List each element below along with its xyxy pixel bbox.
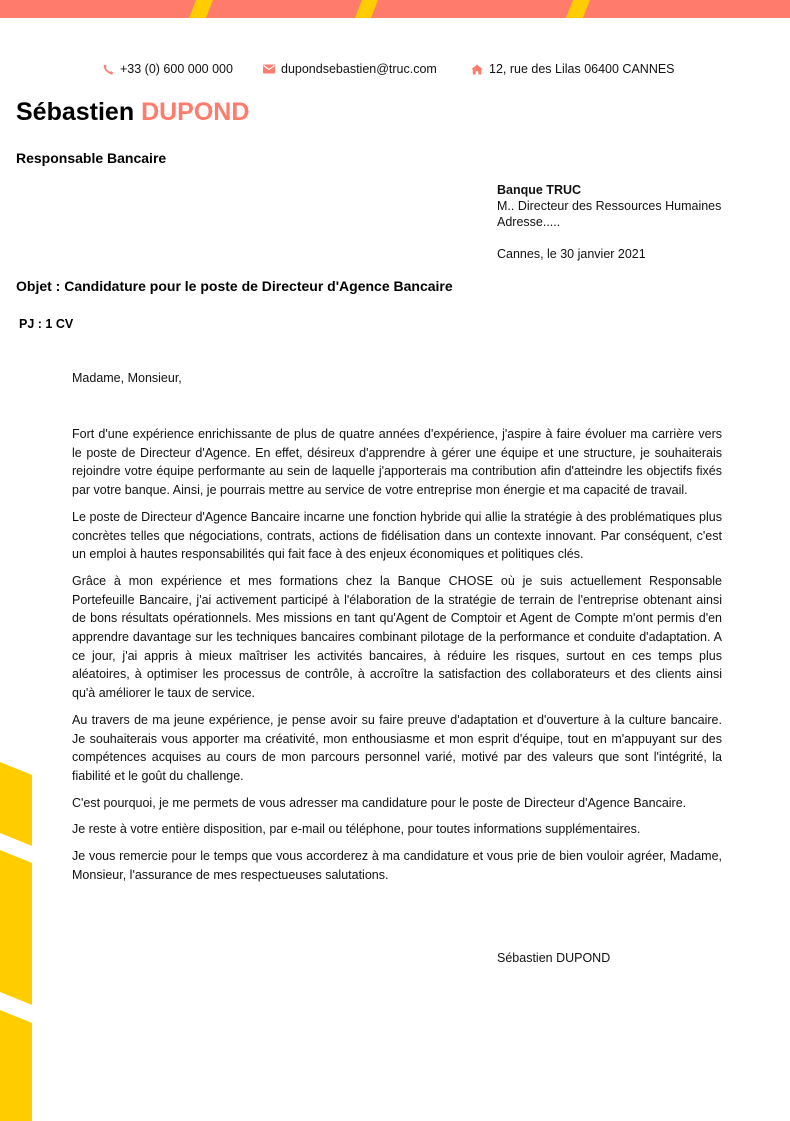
yellow-stripe — [566, 0, 590, 18]
letter-salutation: Madame, Monsieur, — [72, 371, 182, 385]
phone-number: +33 (0) 600 000 000 — [120, 62, 233, 76]
recipient-company: Banque TRUC — [497, 183, 582, 197]
body-paragraph: Au travers de ma jeune expérience, je pense avoir su faire preuve d'adaptation et d'ouverture à la culture bancaire. Je souhaiterais vous apporter ma créativité, mon enthousiasme et mon esprit d'équipe, tout en m'appuyant sur des compétences acquises au cours de mon parcours personnel varié, motivé par des valeurs que sont l'intégrité, la fiabilité et le goût du challenge. — [72, 712, 722, 783]
letter-subject: Objet : Candidature pour le poste de Directeur d'Agence Bancaire — [16, 278, 453, 294]
body-paragraph: Je reste à votre entière disposition, par e-mail ou téléphone, pour toutes informations supplémentaires. — [72, 822, 641, 837]
yellow-stripe — [189, 0, 213, 18]
recipient-contact: M.. Directeur des Ressources Humaines — [497, 199, 722, 213]
yellow-segment — [0, 850, 32, 1005]
top-decorative-band — [0, 0, 790, 18]
contact-address — [471, 61, 675, 77]
phone-icon — [103, 64, 114, 75]
applicant-name — [16, 96, 249, 128]
letter-attachment: PJ : 1 CV — [19, 317, 74, 331]
left-decorative-band — [0, 0, 40, 1121]
contact-bar — [0, 61, 790, 77]
contact-email[interactable] — [263, 61, 437, 77]
envelope-icon — [263, 64, 275, 74]
yellow-segment — [0, 1010, 32, 1121]
last-name: DUPOND — [141, 98, 250, 126]
home-icon — [471, 64, 483, 75]
top-band-stripes — [0, 0, 790, 18]
postal-address: 12, rue des Lilas 06400 CANNES — [489, 62, 675, 76]
yellow-segment — [0, 762, 32, 846]
body-paragraph: Le poste de Directeur d'Agence Bancaire incarne une fonction hybride qui allie la stratégie à des problématiques plus concrètes telles que négociations, contrats, actions de fidélisation dans un contexte innovant. Par conséquent, c'est un emploi à hautes responsabilités qui fait face à des enjeux économiques et politiques clés. — [72, 509, 722, 562]
body-paragraph: Grâce à mon expérience et mes formations chez la Banque CHOSE où je suis actuellement Responsable Portefeuille Bancaire, j'ai activement participé à l'élaboration de la stratégie de terrain de l'entreprise obtenant ainsi de bons résultats opérationnels. Mes missions en tant qu'Agent de Comptoir et Agent de Compte m'ont permis d'en apprendre davantage sur les techniques bancaires combinant pilotage de la performance et conduite d'adaptation. A ce jour, j'ai appris à mieux maîtriser les activités bancaires, à réduire les risques, surtout en ces temps plus aléatoires, à optimiser les processus de contrôle, à accroître la satisfaction des collaborateurs et des clients ainsi qu'à améliorer le taux de service. — [72, 573, 722, 701]
letter-body — [72, 425, 722, 892]
contact-phone[interactable] — [103, 61, 233, 77]
recipient-address: Adresse..... — [497, 215, 561, 229]
body-paragraph: Fort d'une expérience enrichissante de plus de quatre années d'expérience, j'aspire à faire évoluer ma carrière vers le poste de Directeur d'Agence. En effet, désireux d'apprendre à gérer une équipe et une structure, je souhaiterais rejoindre votre équipe performante au sein de laquelle j'apporterais ma contribution afin d'atteindre les objectifs fixés par votre banque. Ainsi, je pourrais mettre au service de votre entreprise mon énergie et ma capacité de travail. — [72, 427, 722, 498]
email-address: dupondsebastien@truc.com — [281, 62, 437, 76]
letter-date: Cannes, le 30 janvier 2021 — [497, 247, 646, 261]
recipient-block — [497, 182, 721, 262]
job-title: Responsable Bancaire — [16, 150, 167, 166]
yellow-stripe — [355, 0, 378, 18]
body-paragraph: C'est pourquoi, je me permets de vous adresser ma candidature pour le poste de Directeur d'Agence Bancaire. — [72, 795, 687, 810]
body-paragraph: Je vous remercie pour le temps que vous accorderez à ma candidature et vous prie de bien vouloir agréer, Madame, Monsieur, l'assurance de mes respectueuses salutations. — [72, 849, 722, 882]
signature: Sébastien DUPOND — [497, 951, 611, 965]
first-name: Sébastien — [16, 98, 135, 126]
